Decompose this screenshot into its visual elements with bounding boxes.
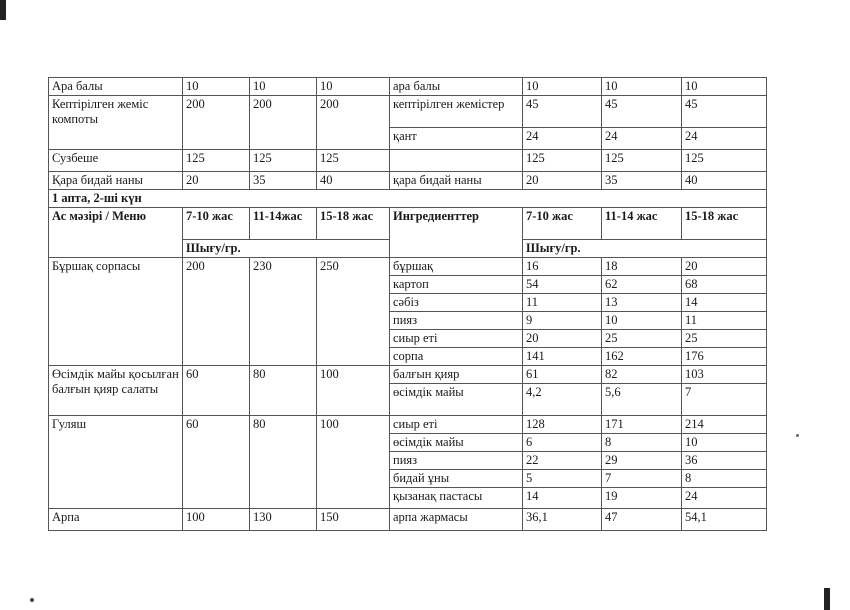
menu-table-body	[49, 78, 767, 531]
amount-cell: 45	[523, 96, 602, 128]
amount-cell: 45	[602, 96, 682, 128]
table-row	[49, 258, 767, 276]
amount-cell: 19	[602, 488, 682, 509]
amount-cell: 14	[523, 488, 602, 509]
scan-speck	[30, 598, 34, 602]
section-title: 1 апта, 2-ші күн	[49, 190, 767, 208]
ingredient-name: қызанақ пастасы	[390, 488, 523, 509]
amount-cell: 141	[523, 348, 602, 366]
amount-cell: 35	[602, 172, 682, 190]
ingredient-name: қара бидай наны	[390, 172, 523, 190]
amount-cell: 54,1	[682, 509, 767, 531]
table-row	[49, 190, 767, 208]
ingredient-name: өсімдік майы	[390, 384, 523, 416]
table-row	[49, 416, 767, 434]
table-row	[49, 150, 767, 172]
amount-cell: 200	[183, 96, 250, 150]
amount-cell: 200	[183, 258, 250, 366]
amount-cell: 24	[602, 128, 682, 150]
amount-cell: 11	[523, 294, 602, 312]
dish-name: Өсімдік майы қосылған балғын қияр салаты	[49, 366, 183, 416]
amount-cell: 100	[317, 416, 390, 509]
ingredient-name: балғын қияр	[390, 366, 523, 384]
ingredient-name: сиыр еті	[390, 330, 523, 348]
ingredient-name: сорпа	[390, 348, 523, 366]
amount-cell: 10	[523, 78, 602, 96]
ingredient-name: сәбіз	[390, 294, 523, 312]
amount-cell: 100	[317, 366, 390, 416]
dish-name: Гуляш	[49, 416, 183, 509]
ingredient-name: арпа жармасы	[390, 509, 523, 531]
amount-cell: 25	[682, 330, 767, 348]
header-yield: Шығу/гр.	[523, 240, 767, 258]
amount-cell: 10	[183, 78, 250, 96]
amount-cell: 14	[682, 294, 767, 312]
amount-cell: 8	[682, 470, 767, 488]
amount-cell: 25	[602, 330, 682, 348]
amount-cell: 80	[250, 416, 317, 509]
ingredient-name: картоп	[390, 276, 523, 294]
amount-cell: 36,1	[523, 509, 602, 531]
ingredient-name: бидай ұны	[390, 470, 523, 488]
amount-cell: 176	[682, 348, 767, 366]
amount-cell: 24	[682, 488, 767, 509]
amount-cell: 103	[682, 366, 767, 384]
amount-cell: 82	[602, 366, 682, 384]
amount-cell: 20	[682, 258, 767, 276]
amount-cell: 61	[523, 366, 602, 384]
ingredient-name: ара балы	[390, 78, 523, 96]
scan-edge-mark	[0, 0, 6, 20]
amount-cell: 18	[602, 258, 682, 276]
amount-cell: 24	[523, 128, 602, 150]
header-menu: Ас мәзірі / Меню	[49, 208, 183, 258]
amount-cell: 16	[523, 258, 602, 276]
header-age: 7-10 жас	[183, 208, 250, 240]
amount-cell: 125	[523, 150, 602, 172]
amount-cell: 250	[317, 258, 390, 366]
dish-name: Сузбеше	[49, 150, 183, 172]
amount-cell: 125	[250, 150, 317, 172]
amount-cell: 80	[250, 366, 317, 416]
header-age: 11-14 жас	[602, 208, 682, 240]
header-age: 11-14жас	[250, 208, 317, 240]
ingredient-name: пияз	[390, 312, 523, 330]
amount-cell: 214	[682, 416, 767, 434]
amount-cell: 10	[602, 312, 682, 330]
header-age: 15-18 жас	[317, 208, 390, 240]
amount-cell: 100	[183, 509, 250, 531]
amount-cell: 10	[250, 78, 317, 96]
header-ingredients: Ингредиенттер	[390, 208, 523, 258]
dish-name: Қара бидай наны	[49, 172, 183, 190]
ingredient-name: бұршақ	[390, 258, 523, 276]
scan-edge-mark	[824, 588, 830, 610]
amount-cell: 128	[523, 416, 602, 434]
amount-cell: 200	[250, 96, 317, 150]
amount-cell: 7	[602, 470, 682, 488]
amount-cell: 200	[317, 96, 390, 150]
amount-cell: 29	[602, 452, 682, 470]
amount-cell: 20	[183, 172, 250, 190]
table-row	[49, 208, 767, 240]
amount-cell: 40	[317, 172, 390, 190]
amount-cell: 13	[602, 294, 682, 312]
ingredient-name: кептірілген жемістер	[390, 96, 523, 128]
amount-cell: 125	[602, 150, 682, 172]
amount-cell: 7	[682, 384, 767, 416]
amount-cell: 5,6	[602, 384, 682, 416]
amount-cell: 40	[682, 172, 767, 190]
amount-cell: 11	[682, 312, 767, 330]
amount-cell: 10	[317, 78, 390, 96]
dish-name: Арпа	[49, 509, 183, 531]
amount-cell: 60	[183, 366, 250, 416]
header-age: 15-18 жас	[682, 208, 767, 240]
amount-cell: 47	[602, 509, 682, 531]
amount-cell: 54	[523, 276, 602, 294]
ingredient-name: пияз	[390, 452, 523, 470]
amount-cell: 10	[602, 78, 682, 96]
amount-cell: 62	[602, 276, 682, 294]
header-yield: Шығу/гр.	[183, 240, 390, 258]
amount-cell: 68	[682, 276, 767, 294]
table-row	[49, 78, 767, 96]
amount-cell: 22	[523, 452, 602, 470]
amount-cell: 8	[602, 434, 682, 452]
dish-name: Ара балы	[49, 78, 183, 96]
table-row	[49, 172, 767, 190]
amount-cell: 125	[183, 150, 250, 172]
dish-name: Кептірілген жеміс компоты	[49, 96, 183, 150]
amount-cell: 4,2	[523, 384, 602, 416]
amount-cell: 5	[523, 470, 602, 488]
ingredient-name: өсімдік майы	[390, 434, 523, 452]
amount-cell: 125	[317, 150, 390, 172]
header-age: 7-10 жас	[523, 208, 602, 240]
amount-cell: 45	[682, 96, 767, 128]
amount-cell: 20	[523, 172, 602, 190]
table-row	[49, 509, 767, 531]
amount-cell: 6	[523, 434, 602, 452]
table-row	[49, 96, 767, 128]
amount-cell: 171	[602, 416, 682, 434]
amount-cell: 230	[250, 258, 317, 366]
table-row	[49, 366, 767, 384]
amount-cell: 9	[523, 312, 602, 330]
amount-cell: 36	[682, 452, 767, 470]
dish-name: Бұршақ сорпасы	[49, 258, 183, 366]
scan-speck	[796, 434, 799, 437]
amount-cell: 24	[682, 128, 767, 150]
amount-cell: 150	[317, 509, 390, 531]
amount-cell: 35	[250, 172, 317, 190]
ingredient-name: сиыр еті	[390, 416, 523, 434]
amount-cell: 125	[682, 150, 767, 172]
amount-cell: 10	[682, 78, 767, 96]
ingredient-name	[390, 150, 523, 172]
amount-cell: 162	[602, 348, 682, 366]
amount-cell: 10	[682, 434, 767, 452]
menu-table	[48, 77, 767, 531]
amount-cell: 60	[183, 416, 250, 509]
amount-cell: 130	[250, 509, 317, 531]
amount-cell: 20	[523, 330, 602, 348]
ingredient-name: қант	[390, 128, 523, 150]
